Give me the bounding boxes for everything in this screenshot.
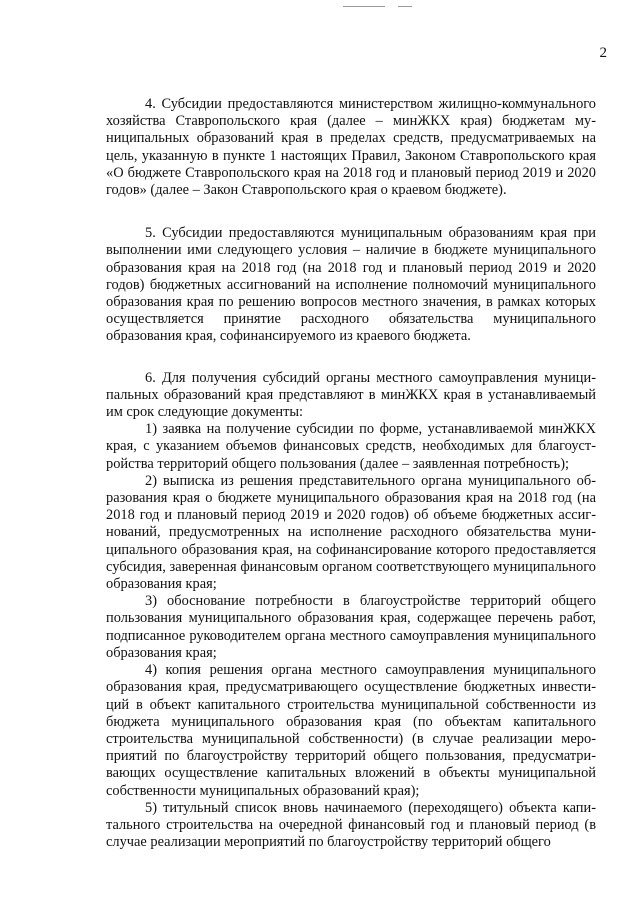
page-number: 2 bbox=[599, 45, 607, 61]
paragraph-6: 6. Для получения субсидий органы местного самоуправления муниципальных образований края представляют в минЖКХ края в устанавливаемый им срок следующие документы: bbox=[106, 369, 596, 421]
list-item-1: 1) заявка на получение субсидии по форме, устанавливаемой минЖКХ края, с указанием объемов финансовых средств, необходимых для благоустройства территорий общего пользования (далее – заявленная потребность); bbox=[106, 421, 596, 472]
document-body bbox=[106, 96, 596, 851]
list-item-4: 4) копия решения органа местного самоуправления муниципального образования края, предусматривающего осуществление бюджетных инвестиций в объект капитального строительства муниципальной собственности из бюджета муниципального образования края (по объектам капитального строительства муниципальной собственности) (в случае реализации мероприятий по благоустройству территорий общего пользования, предусматривающих осуществление капитальных вложений в объекты муниципальной собственности муниципальных образований края); bbox=[106, 662, 596, 799]
list-item-5: 5) титульный список вновь начинаемого (переходящего) объекта капитального строительства на очередной финансовый год и плановый период (в случае реализации мероприятий по благоустройству территорий общего bbox=[106, 799, 596, 851]
paragraph-4: 4. Субсидии предоставляются министерством жилищно-коммунального хозяйства Ставропольского края (далее – минЖКХ края) бюджетам муниципальных образований края в пределах средств, предусматриваемых на цель, указанную в пункте 1 настоящих Правил, Законом Ставропольского края «О бюджете Ставропольского края на 2018 год и плановый период 2019 и 2020 годов» (далее – Закон Ставропольского края о краевом бюджете). bbox=[106, 96, 596, 199]
scan-artifact-line bbox=[343, 6, 385, 7]
paragraph-5: 5. Субсидии предоставляются муниципальным образованиям края при выполнении ими следующего условия – наличие в бюджете муниципального образования края на 2018 год (на 2018 год и плановый период 2019 и 2020 годов) бюджетных ассигнований на исполнение полномочий муниципального образования края по решению вопросов местного значения, в рамках которых осуществляется принятие расходного обязательства муниципального образования края, софинансируемого из краевого бюджета. bbox=[106, 225, 596, 345]
scan-artifact-line bbox=[398, 6, 412, 7]
list-item-3: 3) обоснование потребности в благоустройстве территорий общего пользования муниципального образования края, содержащее перечень работ, подписанное руководителем органа местного самоуправления муниципального образования края; bbox=[106, 593, 596, 661]
list-item-2: 2) выписка из решения представительного органа муниципального образования края о бюджете муниципального образования края на 2018 год (на 2018 год и плановый период 2019 и 2020 годов) об объеме бюджетных ассигнований, предусмотренных на исполнение расходного обязательства муниципального образования края, на софинансирование которого предоставляется субсидия, заверенная финансовым органом соответствующего муниципального образования края; bbox=[106, 472, 596, 593]
